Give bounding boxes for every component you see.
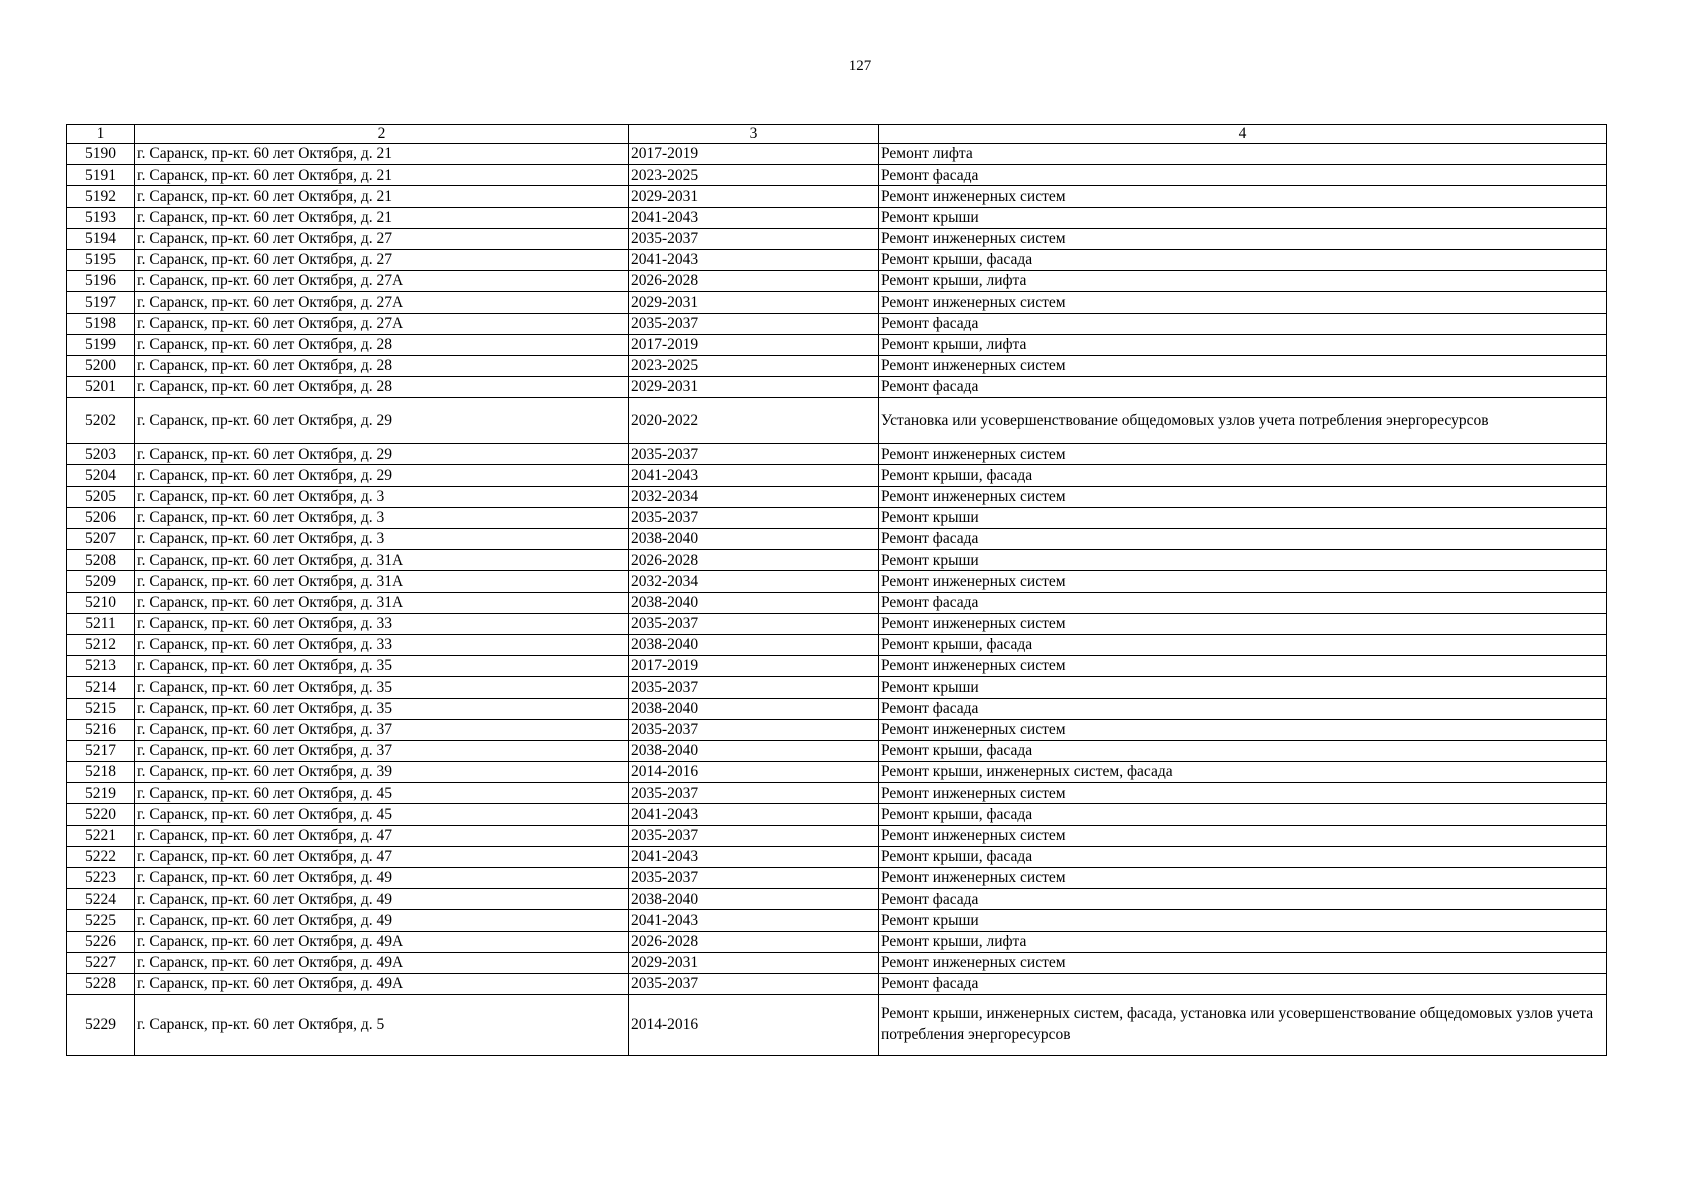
- period-cell: 2017-2019: [629, 656, 879, 677]
- row-number-cell: 5213: [67, 656, 135, 677]
- table-row: [67, 486, 1607, 507]
- period-cell: 2041-2043: [629, 804, 879, 825]
- table-row: [67, 613, 1607, 634]
- row-number-cell: 5215: [67, 698, 135, 719]
- work-type-cell: Ремонт инженерных систем: [879, 486, 1607, 507]
- work-type-cell: Ремонт крыши, фасада: [879, 740, 1607, 761]
- row-number-cell: 5228: [67, 973, 135, 994]
- table-row: [67, 719, 1607, 740]
- address-cell: г. Саранск, пр-кт. 60 лет Октября, д. 33: [135, 634, 629, 655]
- row-number-cell: 5214: [67, 677, 135, 698]
- period-cell: 2026-2028: [629, 550, 879, 571]
- table-row: [67, 698, 1607, 719]
- address-cell: г. Саранск, пр-кт. 60 лет Октября, д. 47: [135, 825, 629, 846]
- address-cell: г. Саранск, пр-кт. 60 лет Октября, д. 49: [135, 889, 629, 910]
- table-row: [67, 931, 1607, 952]
- period-cell: 2041-2043: [629, 207, 879, 228]
- table-row: [67, 144, 1607, 165]
- row-number-cell: 5222: [67, 846, 135, 867]
- table-row: [67, 846, 1607, 867]
- period-cell: 2035-2037: [629, 783, 879, 804]
- row-number-cell: 5225: [67, 910, 135, 931]
- table-header-row: [67, 125, 1607, 144]
- period-cell: 2038-2040: [629, 698, 879, 719]
- address-cell: г. Саранск, пр-кт. 60 лет Октября, д. 37: [135, 719, 629, 740]
- period-cell: 2029-2031: [629, 186, 879, 207]
- address-cell: г. Саранск, пр-кт. 60 лет Октября, д. 49: [135, 910, 629, 931]
- table-row: [67, 529, 1607, 550]
- row-number-cell: 5229: [67, 995, 135, 1056]
- address-cell: г. Саранск, пр-кт. 60 лет Октября, д. 31А: [135, 571, 629, 592]
- work-type-cell: Ремонт фасада: [879, 529, 1607, 550]
- table-row: [67, 228, 1607, 249]
- address-cell: г. Саранск, пр-кт. 60 лет Октября, д. 47: [135, 846, 629, 867]
- address-cell: г. Саранск, пр-кт. 60 лет Октября, д. 29: [135, 398, 629, 444]
- address-cell: г. Саранск, пр-кт. 60 лет Октября, д. 35: [135, 698, 629, 719]
- column-header-3: 3: [629, 125, 879, 144]
- work-type-cell: Ремонт крыши: [879, 910, 1607, 931]
- period-cell: 2035-2037: [629, 228, 879, 249]
- table-row: [67, 465, 1607, 486]
- period-cell: 2026-2028: [629, 271, 879, 292]
- row-number-cell: 5210: [67, 592, 135, 613]
- table-row: [67, 165, 1607, 186]
- row-number-cell: 5224: [67, 889, 135, 910]
- period-cell: 2017-2019: [629, 144, 879, 165]
- work-type-cell: Ремонт крыши, инженерных систем, фасада: [879, 762, 1607, 783]
- work-type-cell: Ремонт инженерных систем: [879, 355, 1607, 376]
- row-number-cell: 5208: [67, 550, 135, 571]
- row-number-cell: 5201: [67, 377, 135, 398]
- table-row: [67, 740, 1607, 761]
- period-cell: 2035-2037: [629, 313, 879, 334]
- work-type-cell: Ремонт крыши, лифта: [879, 271, 1607, 292]
- row-number-cell: 5190: [67, 144, 135, 165]
- address-cell: г. Саранск, пр-кт. 60 лет Октября, д. 21: [135, 144, 629, 165]
- work-type-cell: Ремонт крыши, фасада: [879, 846, 1607, 867]
- column-header-2: 2: [135, 125, 629, 144]
- table-row: [67, 889, 1607, 910]
- row-number-cell: 5195: [67, 249, 135, 270]
- row-number-cell: 5223: [67, 868, 135, 889]
- work-type-cell: Ремонт инженерных систем: [879, 186, 1607, 207]
- row-number-cell: 5198: [67, 313, 135, 334]
- table-row: [67, 355, 1607, 376]
- work-type-cell: Ремонт фасада: [879, 592, 1607, 613]
- period-cell: 2035-2037: [629, 613, 879, 634]
- address-cell: г. Саранск, пр-кт. 60 лет Октября, д. 28: [135, 334, 629, 355]
- row-number-cell: 5193: [67, 207, 135, 228]
- repair-schedule-table: [66, 124, 1607, 1056]
- table-body: [67, 125, 1607, 1056]
- address-cell: г. Саранск, пр-кт. 60 лет Октября, д. 31А: [135, 550, 629, 571]
- table-row: [67, 571, 1607, 592]
- row-number-cell: 5200: [67, 355, 135, 376]
- work-type-cell: Ремонт крыши, лифта: [879, 931, 1607, 952]
- period-cell: 2029-2031: [629, 377, 879, 398]
- address-cell: г. Саранск, пр-кт. 60 лет Октября, д. 49А: [135, 973, 629, 994]
- row-number-cell: 5212: [67, 634, 135, 655]
- period-cell: 2038-2040: [629, 740, 879, 761]
- address-cell: г. Саранск, пр-кт. 60 лет Октября, д. 21: [135, 165, 629, 186]
- row-number-cell: 5197: [67, 292, 135, 313]
- address-cell: г. Саранск, пр-кт. 60 лет Октября, д. 39: [135, 762, 629, 783]
- work-type-cell: Ремонт инженерных систем: [879, 656, 1607, 677]
- period-cell: 2041-2043: [629, 249, 879, 270]
- row-number-cell: 5220: [67, 804, 135, 825]
- table-row: [67, 804, 1607, 825]
- address-cell: г. Саранск, пр-кт. 60 лет Октября, д. 28: [135, 355, 629, 376]
- table-row: [67, 186, 1607, 207]
- row-number-cell: 5207: [67, 529, 135, 550]
- work-type-cell: Ремонт фасада: [879, 377, 1607, 398]
- table-row: [67, 825, 1607, 846]
- address-cell: г. Саранск, пр-кт. 60 лет Октября, д. 27: [135, 249, 629, 270]
- work-type-cell: Ремонт крыши: [879, 507, 1607, 528]
- period-cell: 2032-2034: [629, 486, 879, 507]
- work-type-cell: Ремонт фасада: [879, 698, 1607, 719]
- address-cell: г. Саранск, пр-кт. 60 лет Октября, д. 5: [135, 995, 629, 1056]
- period-cell: 2035-2037: [629, 973, 879, 994]
- work-type-cell: Ремонт фасада: [879, 313, 1607, 334]
- work-type-cell: Ремонт лифта: [879, 144, 1607, 165]
- table-row: [67, 656, 1607, 677]
- table-row: [67, 377, 1607, 398]
- address-cell: г. Саранск, пр-кт. 60 лет Октября, д. 29: [135, 444, 629, 465]
- period-cell: 2038-2040: [629, 592, 879, 613]
- table-row: [67, 207, 1607, 228]
- table-row: [67, 398, 1607, 444]
- row-number-cell: 5192: [67, 186, 135, 207]
- table-row: [67, 292, 1607, 313]
- row-number-cell: 5216: [67, 719, 135, 740]
- table-row: [67, 271, 1607, 292]
- work-type-cell: Ремонт крыши: [879, 550, 1607, 571]
- table-row: [67, 868, 1607, 889]
- period-cell: 2035-2037: [629, 507, 879, 528]
- period-cell: 2038-2040: [629, 529, 879, 550]
- address-cell: г. Саранск, пр-кт. 60 лет Октября, д. 27: [135, 228, 629, 249]
- table-row: [67, 783, 1607, 804]
- work-type-cell: Ремонт инженерных систем: [879, 783, 1607, 804]
- period-cell: 2035-2037: [629, 825, 879, 846]
- row-number-cell: 5219: [67, 783, 135, 804]
- column-header-1: 1: [67, 125, 135, 144]
- address-cell: г. Саранск, пр-кт. 60 лет Октября, д. 3: [135, 486, 629, 507]
- address-cell: г. Саранск, пр-кт. 60 лет Октября, д. 27А: [135, 292, 629, 313]
- row-number-cell: 5226: [67, 931, 135, 952]
- work-type-cell: Ремонт инженерных систем: [879, 952, 1607, 973]
- row-number-cell: 5218: [67, 762, 135, 783]
- period-cell: 2014-2016: [629, 995, 879, 1056]
- table-row: [67, 677, 1607, 698]
- row-number-cell: 5199: [67, 334, 135, 355]
- period-cell: 2035-2037: [629, 677, 879, 698]
- table-row: [67, 995, 1607, 1056]
- table-row: [67, 910, 1607, 931]
- work-type-cell: Ремонт крыши, фасада: [879, 804, 1607, 825]
- work-type-cell: Ремонт инженерных систем: [879, 825, 1607, 846]
- address-cell: г. Саранск, пр-кт. 60 лет Октября, д. 3: [135, 507, 629, 528]
- work-type-cell: Ремонт крыши, лифта: [879, 334, 1607, 355]
- row-number-cell: 5217: [67, 740, 135, 761]
- address-cell: г. Саранск, пр-кт. 60 лет Октября, д. 31А: [135, 592, 629, 613]
- row-number-cell: 5202: [67, 398, 135, 444]
- period-cell: 2035-2037: [629, 719, 879, 740]
- address-cell: г. Саранск, пр-кт. 60 лет Октября, д. 27А: [135, 271, 629, 292]
- address-cell: г. Саранск, пр-кт. 60 лет Октября, д. 45: [135, 804, 629, 825]
- row-number-cell: 5191: [67, 165, 135, 186]
- row-number-cell: 5221: [67, 825, 135, 846]
- period-cell: 2029-2031: [629, 952, 879, 973]
- address-cell: г. Саранск, пр-кт. 60 лет Октября, д. 29: [135, 465, 629, 486]
- period-cell: 2041-2043: [629, 910, 879, 931]
- address-cell: г. Саранск, пр-кт. 60 лет Октября, д. 49А: [135, 931, 629, 952]
- work-type-cell: Ремонт фасада: [879, 973, 1607, 994]
- address-cell: г. Саранск, пр-кт. 60 лет Октября, д. 21: [135, 186, 629, 207]
- table-row: [67, 313, 1607, 334]
- table-row: [67, 762, 1607, 783]
- row-number-cell: 5194: [67, 228, 135, 249]
- row-number-cell: 5196: [67, 271, 135, 292]
- work-type-cell: Ремонт инженерных систем: [879, 292, 1607, 313]
- address-cell: г. Саранск, пр-кт. 60 лет Октября, д. 21: [135, 207, 629, 228]
- row-number-cell: 5206: [67, 507, 135, 528]
- column-header-4: 4: [879, 125, 1607, 144]
- work-type-cell: Ремонт инженерных систем: [879, 868, 1607, 889]
- table-row: [67, 973, 1607, 994]
- period-cell: 2038-2040: [629, 634, 879, 655]
- period-cell: 2023-2025: [629, 355, 879, 376]
- work-type-cell: Ремонт инженерных систем: [879, 228, 1607, 249]
- work-type-cell: Ремонт крыши, инженерных систем, фасада, установка или усовершенствование общедомовых узлов учета потребления энергоресурсов: [879, 995, 1607, 1056]
- row-number-cell: 5203: [67, 444, 135, 465]
- period-cell: 2035-2037: [629, 868, 879, 889]
- work-type-cell: Ремонт фасада: [879, 889, 1607, 910]
- work-type-cell: Ремонт крыши: [879, 677, 1607, 698]
- page-number: 127: [848, 58, 872, 74]
- address-cell: г. Саранск, пр-кт. 60 лет Октября, д. 35: [135, 677, 629, 698]
- work-type-cell: Ремонт инженерных систем: [879, 719, 1607, 740]
- address-cell: г. Саранск, пр-кт. 60 лет Октября, д. 37: [135, 740, 629, 761]
- table-row: [67, 507, 1607, 528]
- row-number-cell: 5227: [67, 952, 135, 973]
- row-number-cell: 5204: [67, 465, 135, 486]
- period-cell: 2026-2028: [629, 931, 879, 952]
- table-row: [67, 249, 1607, 270]
- work-type-cell: Ремонт крыши, фасада: [879, 634, 1607, 655]
- table-row: [67, 592, 1607, 613]
- address-cell: г. Саранск, пр-кт. 60 лет Октября, д. 28: [135, 377, 629, 398]
- period-cell: 2014-2016: [629, 762, 879, 783]
- period-cell: 2023-2025: [629, 165, 879, 186]
- work-type-cell: Ремонт крыши, фасада: [879, 465, 1607, 486]
- address-cell: г. Саранск, пр-кт. 60 лет Октября, д. 49: [135, 868, 629, 889]
- address-cell: г. Саранск, пр-кт. 60 лет Октября, д. 35: [135, 656, 629, 677]
- address-cell: г. Саранск, пр-кт. 60 лет Октября, д. 27А: [135, 313, 629, 334]
- work-type-cell: Ремонт крыши, фасада: [879, 249, 1607, 270]
- work-type-cell: Ремонт инженерных систем: [879, 613, 1607, 634]
- period-cell: 2020-2022: [629, 398, 879, 444]
- row-number-cell: 5209: [67, 571, 135, 592]
- work-type-cell: Ремонт инженерных систем: [879, 444, 1607, 465]
- period-cell: 2035-2037: [629, 444, 879, 465]
- address-cell: г. Саранск, пр-кт. 60 лет Октября, д. 3: [135, 529, 629, 550]
- period-cell: 2032-2034: [629, 571, 879, 592]
- period-cell: 2029-2031: [629, 292, 879, 313]
- period-cell: 2041-2043: [629, 846, 879, 867]
- period-cell: 2017-2019: [629, 334, 879, 355]
- address-cell: г. Саранск, пр-кт. 60 лет Октября, д. 33: [135, 613, 629, 634]
- work-type-cell: Ремонт крыши: [879, 207, 1607, 228]
- work-type-cell: Ремонт фасада: [879, 165, 1607, 186]
- table-row: [67, 550, 1607, 571]
- address-cell: г. Саранск, пр-кт. 60 лет Октября, д. 45: [135, 783, 629, 804]
- row-number-cell: 5211: [67, 613, 135, 634]
- period-cell: 2038-2040: [629, 889, 879, 910]
- table-row: [67, 334, 1607, 355]
- table-row: [67, 634, 1607, 655]
- address-cell: г. Саранск, пр-кт. 60 лет Октября, д. 49А: [135, 952, 629, 973]
- row-number-cell: 5205: [67, 486, 135, 507]
- work-type-cell: Ремонт инженерных систем: [879, 571, 1607, 592]
- period-cell: 2041-2043: [629, 465, 879, 486]
- work-type-cell: Установка или усовершенствование общедомовых узлов учета потребления энергоресурсов: [879, 398, 1607, 444]
- table-row: [67, 444, 1607, 465]
- table-row: [67, 952, 1607, 973]
